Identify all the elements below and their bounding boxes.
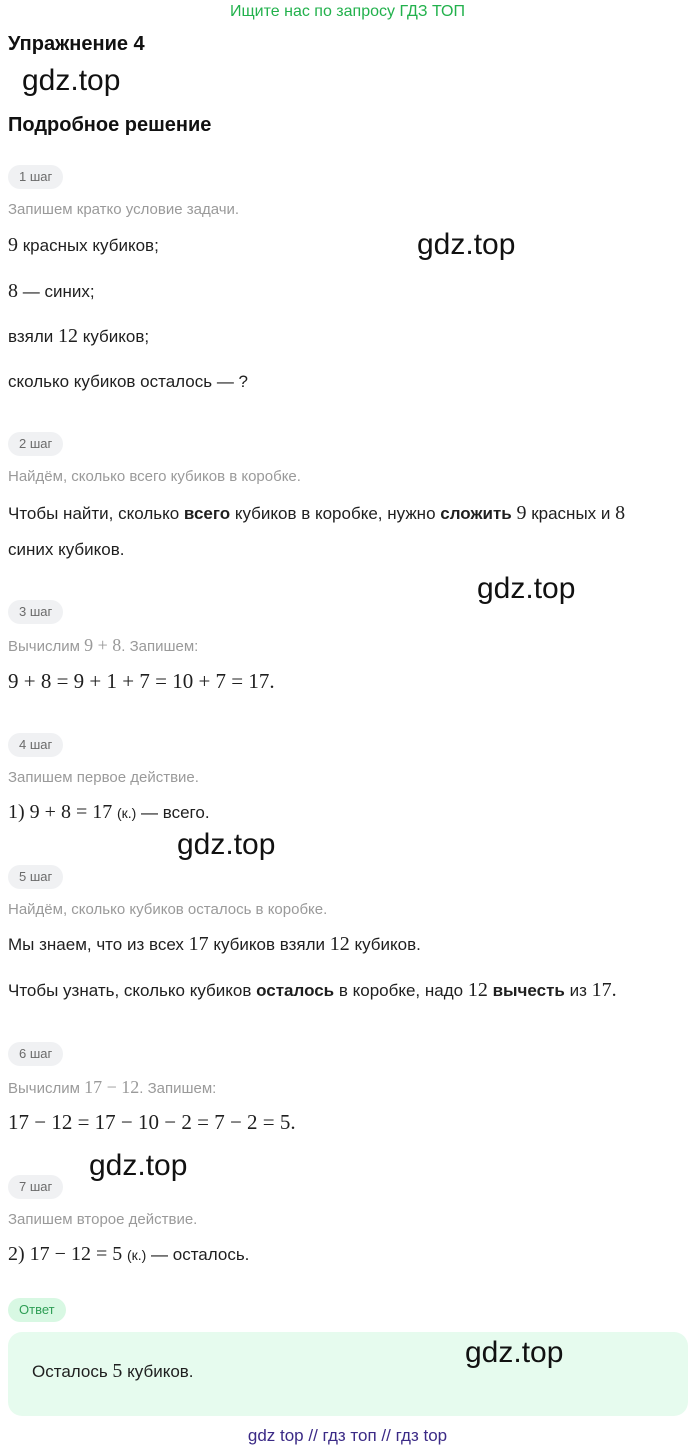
footer-link[interactable]: гдз top: [395, 1426, 448, 1445]
watermark: gdz.top: [89, 1149, 188, 1182]
math-number: 9: [8, 234, 18, 256]
step-badge: 3 шаг: [8, 600, 63, 624]
math-formula: 1) 9 + 8 = 17: [8, 801, 113, 823]
exercise-title: Упражнение 4: [8, 33, 145, 55]
step-caption: Найдём, сколько кубиков осталось в коробке.: [8, 901, 328, 918]
watermark: gdz.top: [22, 64, 121, 97]
math-number: 8: [8, 280, 18, 302]
step-badge: 7 шаг: [8, 1175, 63, 1199]
step-badge: 2 шаг: [8, 432, 63, 456]
step-caption: Найдём, сколько всего кубиков в коробке.: [8, 468, 301, 485]
unit-label: (к.): [116, 805, 137, 821]
step-badge: 1 шаг: [8, 165, 63, 189]
footer-link[interactable]: гдз топ: [322, 1426, 377, 1445]
step-badge: 4 шаг: [8, 733, 63, 757]
solution-heading: Подробное решение: [8, 114, 212, 136]
step-line: 2) 17 − 12 = 5 (к.) — осталось.: [8, 1243, 250, 1265]
answer-badge: Ответ: [8, 1298, 66, 1322]
math-formula: 9 + 8 = 9 + 1 + 7 = 10 + 7 = 17.: [8, 669, 275, 693]
step-line: Чтобы найти, сколько всего кубиков в коробке, нужно сложить 9 красных и 8: [8, 502, 626, 524]
step-line: 8 — синих;: [8, 280, 95, 302]
footer-separator: //: [308, 1426, 318, 1445]
step-caption: Запишем первое действие.: [8, 769, 199, 786]
step-caption: Вычислим 9 + 8. Запишем:: [8, 635, 199, 655]
step-line: синих кубиков.: [8, 540, 125, 559]
step-caption: Запишем кратко условие задачи.: [8, 201, 240, 218]
step-caption: Вычислим 17 − 12. Запишем:: [8, 1077, 217, 1097]
footer-link[interactable]: gdz top: [247, 1426, 304, 1445]
watermark: gdz.top: [477, 572, 576, 605]
watermark: gdz.top: [465, 1336, 564, 1369]
step-line: 9 красных кубиков;: [8, 234, 159, 256]
unit-label: (к.): [126, 1247, 147, 1263]
step-badge: 6 шаг: [8, 1042, 63, 1066]
footer-links: [0, 1426, 695, 1446]
step-badge: 5 шаг: [8, 865, 63, 889]
math-formula: 17 − 12 = 17 − 10 − 2 = 7 − 2 = 5.: [8, 1110, 296, 1134]
step-line: Чтобы узнать, сколько кубиков осталось в коробке, надо 12 вычесть из 17.: [8, 979, 617, 1001]
math-number: 12: [57, 325, 78, 347]
math-formula: 2) 17 − 12 = 5: [8, 1243, 123, 1265]
step-line: Мы знаем, что из всех 17 кубиков взяли 12 кубиков.: [8, 933, 421, 955]
step-line: 1) 9 + 8 = 17 (к.) — всего.: [8, 801, 210, 823]
watermark: gdz.top: [177, 828, 276, 861]
step-line: взяли 12 кубиков;: [8, 325, 150, 347]
answer-text: Осталось 5 кубиков.: [32, 1360, 194, 1382]
search-banner: Ищите нас по запросу ГДЗ ТОП: [230, 3, 465, 20]
footer-separator: //: [381, 1426, 391, 1445]
step-line: сколько кубиков осталось — ?: [8, 372, 249, 391]
step-caption: Запишем второе действие.: [8, 1211, 198, 1228]
watermark: gdz.top: [417, 228, 516, 261]
